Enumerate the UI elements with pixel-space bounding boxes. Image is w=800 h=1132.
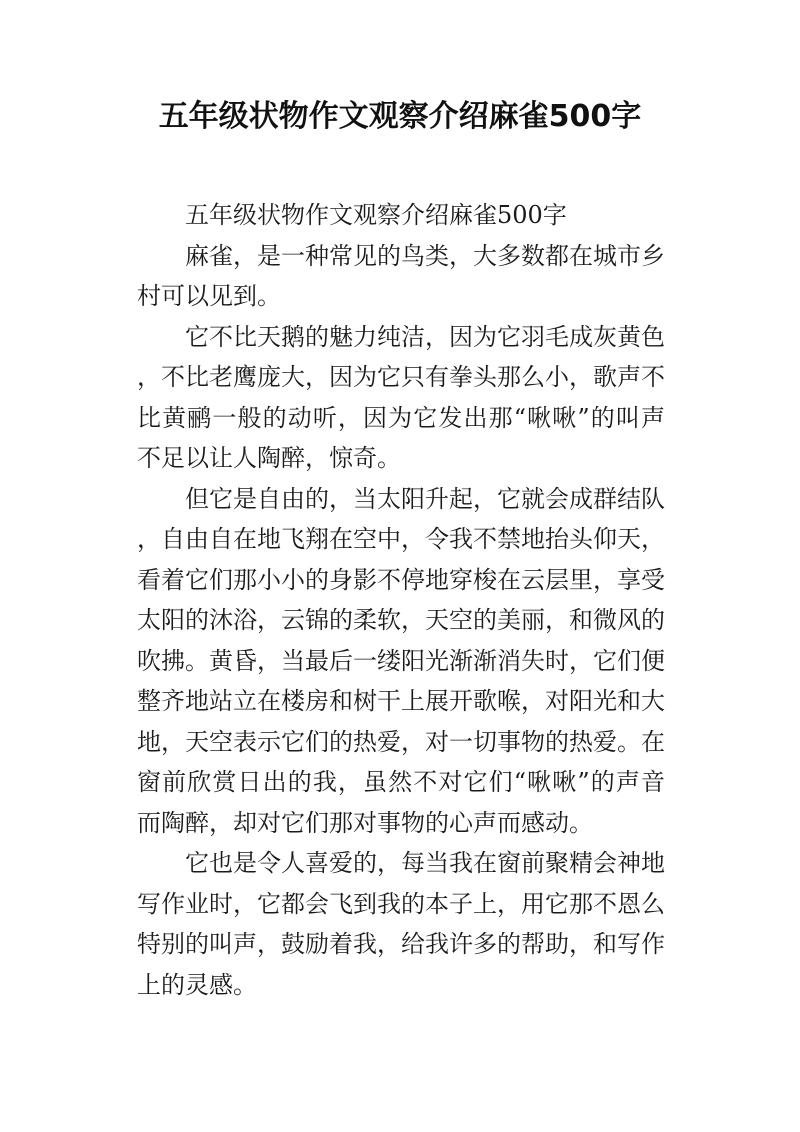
document-title: 五年级状物作文观察介绍麻雀500字 [158,99,642,134]
document-body [137,195,665,1005]
paragraph-intro: 麻雀，是一种常见的鸟类，大多数都在城市乡村可以见到。 [137,241,665,310]
paragraph-comparison: 它不比天鹅的魅力纯洁，因为它羽毛成灰黄色，不比老鹰庞大，因为它只有拳头那么小，歌声不比黄鹂一般的动听，因为它发出那“啾啾”的叫声不足以让人陶醉，惊奇。 [137,322,665,472]
paragraph-subtitle: 五年级状物作文观察介绍麻雀500字 [185,201,567,229]
paragraph-lovable: 它也是令人喜爱的，每当我在窗前聚精会神地写作业时，它都会飞到我的本子上，用它那不恩么特别的叫声，鼓励着我，给我许多的帮助，和写作上的灵感。 [137,849,665,999]
paragraph-freedom: 但它是自由的，当太阳升起，它就会成群结队，自由自在地飞翔在空中，令我不禁地抬头仰天，看着它们那小小的身影不停地穿梭在云层里，享受太阳的沐浴，云锦的柔软，天空的美丽，和微风的吹拂。黄昏，当最后一缕阳光渐渐消失时，它们便整齐地站立在楼房和树干上展开歌喉，对阳光和大地，天空表示它们的热爱，对一切事物的热爱。在窗前欣赏日出的我，虽然不对它们“啾啾”的声音而陶醉，却对它们那对事物的心声而感动。 [137,484,665,837]
